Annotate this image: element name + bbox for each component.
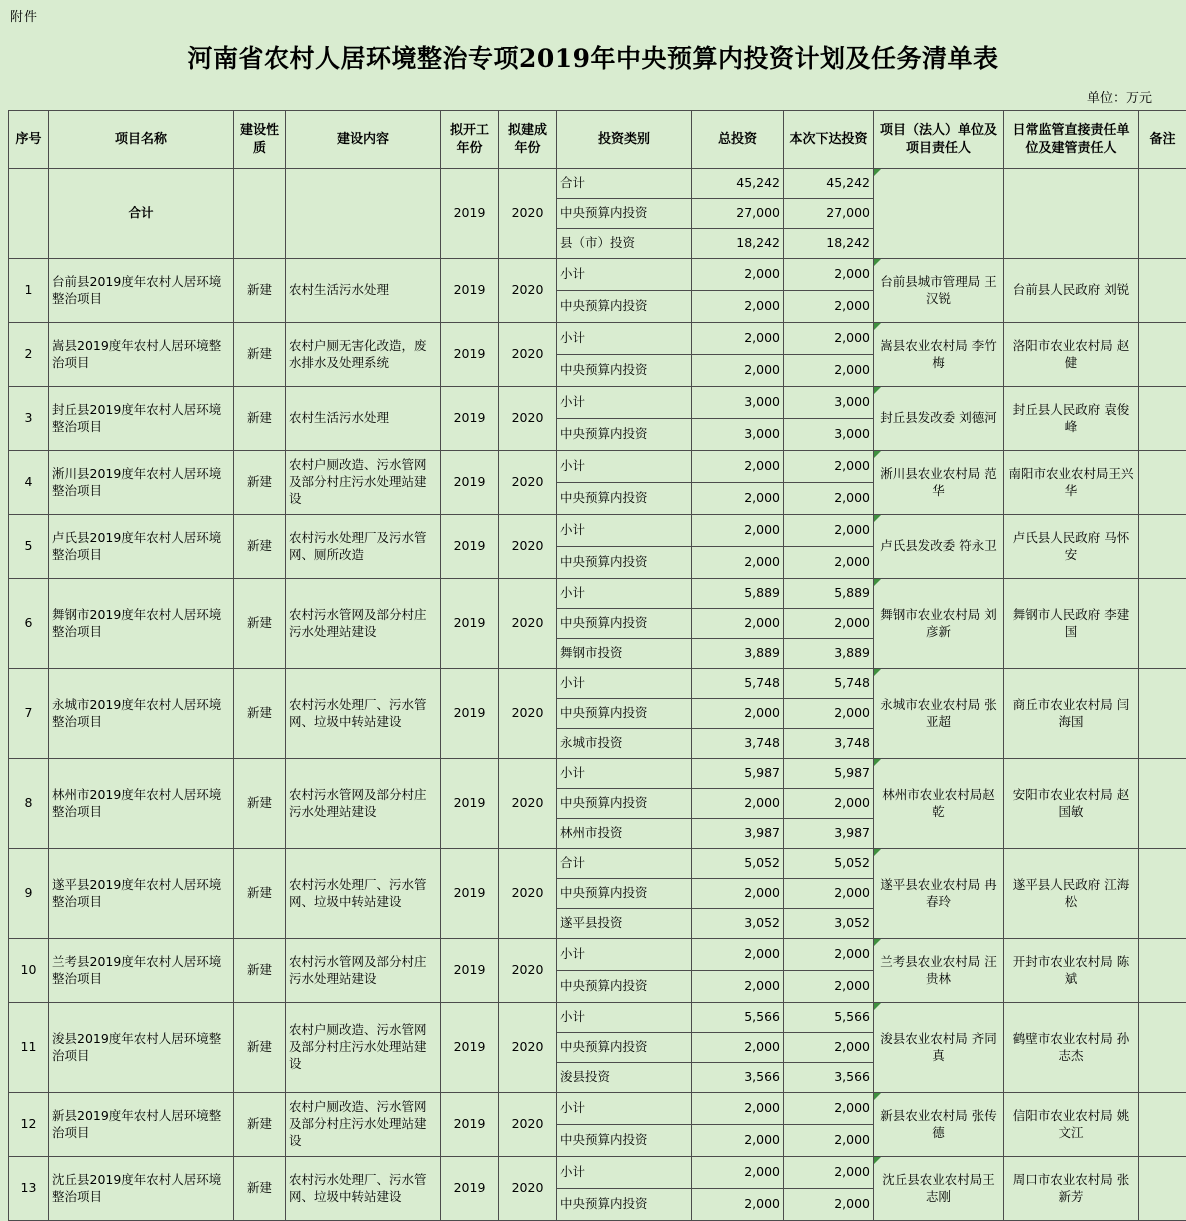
table-row xyxy=(9,259,1186,291)
cell-remark xyxy=(1139,1157,1186,1221)
table-row xyxy=(9,579,1186,609)
cell-remark xyxy=(1139,939,1186,1003)
cell-project-unit xyxy=(874,169,1004,259)
cell-no: 9 xyxy=(9,849,49,939)
cell-remark xyxy=(1139,451,1186,515)
cell-issued-investment: 3,566 xyxy=(784,1063,874,1093)
cell-total-investment: 2,000 xyxy=(692,1033,784,1063)
cell-investment-category: 小计 xyxy=(557,1157,692,1189)
table-row xyxy=(9,759,1186,789)
cell-total-investment: 27,000 xyxy=(692,199,784,229)
cell-content: 农村污水处理厂、污水管网、垃圾中转站建设 xyxy=(286,1157,441,1221)
cell-project-unit: 永城市农业农村局 张亚超 xyxy=(874,669,1004,759)
cell-total-investment: 2,000 xyxy=(692,789,784,819)
cell-investment-category: 中央预算内投资 xyxy=(557,1125,692,1157)
cell-supervision-unit: 封丘县人民政府 袁俊峰 xyxy=(1004,387,1139,451)
cell-investment-category: 小计 xyxy=(557,387,692,419)
cell-nature: 新建 xyxy=(234,323,286,387)
cell-supervision-unit: 洛阳市农业农村局 赵健 xyxy=(1004,323,1139,387)
cell-nature: 新建 xyxy=(234,1093,286,1157)
cell-remark xyxy=(1139,387,1186,451)
col-header-nature: 建设性质 xyxy=(234,111,286,169)
cell-issued-investment: 2,000 xyxy=(784,1189,874,1221)
cell-issued-investment: 3,000 xyxy=(784,419,874,451)
cell-total-investment: 3,052 xyxy=(692,909,784,939)
cell-no: 7 xyxy=(9,669,49,759)
cell-nature: 新建 xyxy=(234,451,286,515)
cell-remark xyxy=(1139,169,1186,259)
cell-supervision-unit: 信阳市农业农村局 姚文江 xyxy=(1004,1093,1139,1157)
cell-total-investment: 3,987 xyxy=(692,819,784,849)
cell-supervision-unit: 开封市农业农村局 陈斌 xyxy=(1004,939,1139,1003)
cell-investment-category: 舞钢市投资 xyxy=(557,639,692,669)
cell-supervision-unit: 舞钢市人民政府 李建国 xyxy=(1004,579,1139,669)
cell-total-investment: 2,000 xyxy=(692,609,784,639)
cell-project-unit: 浚县农业农村局 齐同真 xyxy=(874,1003,1004,1093)
cell-issued-investment: 2,000 xyxy=(784,451,874,483)
cell-project-unit: 沈丘县农业农村局王志刚 xyxy=(874,1157,1004,1221)
cell-supervision-unit: 鹤壁市农业农村局 孙志杰 xyxy=(1004,1003,1139,1093)
cell-project-name: 封丘县2019度年农村人居环境整治项目 xyxy=(49,387,234,451)
cell-nature: 新建 xyxy=(234,515,286,579)
cell-project-unit: 卢氏县发改委 符永卫 xyxy=(874,515,1004,579)
cell-nature xyxy=(234,169,286,259)
cell-content: 农村生活污水处理 xyxy=(286,259,441,323)
cell-issued-investment: 5,987 xyxy=(784,759,874,789)
cell-remark xyxy=(1139,323,1186,387)
unit-note: 单位：万元 xyxy=(8,87,1152,106)
col-header-total-investment: 总投资 xyxy=(692,111,784,169)
cell-remark xyxy=(1139,669,1186,759)
cell-start-year: 2019 xyxy=(441,451,499,515)
cell-no: 10 xyxy=(9,939,49,1003)
cell-content: 农村污水管网及部分村庄污水处理站建设 xyxy=(286,579,441,669)
cell-issued-investment: 5,052 xyxy=(784,849,874,879)
cell-start-year: 2019 xyxy=(441,323,499,387)
cell-supervision-unit: 卢氏县人民政府 马怀安 xyxy=(1004,515,1139,579)
cell-investment-category: 中央预算内投资 xyxy=(557,419,692,451)
cell-nature: 新建 xyxy=(234,1003,286,1093)
cell-investment-category: 中央预算内投资 xyxy=(557,699,692,729)
cell-investment-category: 小计 xyxy=(557,323,692,355)
cell-total-investment: 3,000 xyxy=(692,419,784,451)
cell-total-investment: 45,242 xyxy=(692,169,784,199)
cell-end-year: 2020 xyxy=(499,759,557,849)
cell-content: 农村户厕改造、污水管网及部分村庄污水处理站建设 xyxy=(286,1093,441,1157)
cell-total-investment: 2,000 xyxy=(692,1125,784,1157)
table-row xyxy=(9,939,1186,971)
cell-investment-category: 小计 xyxy=(557,759,692,789)
col-header-remark: 备注 xyxy=(1139,111,1186,169)
cell-issued-investment: 3,000 xyxy=(784,387,874,419)
cell-no: 8 xyxy=(9,759,49,849)
cell-nature: 新建 xyxy=(234,1157,286,1221)
cell-total-investment: 2,000 xyxy=(692,971,784,1003)
cell-remark xyxy=(1139,1003,1186,1093)
cell-total-investment: 5,748 xyxy=(692,669,784,699)
cell-investment-category: 中央预算内投资 xyxy=(557,291,692,323)
cell-nature: 新建 xyxy=(234,669,286,759)
cell-issued-investment: 3,889 xyxy=(784,639,874,669)
cell-start-year: 2019 xyxy=(441,669,499,759)
col-header-content: 建设内容 xyxy=(286,111,441,169)
cell-end-year: 2020 xyxy=(499,515,557,579)
cell-start-year: 2019 xyxy=(441,387,499,451)
cell-investment-category: 小计 xyxy=(557,515,692,547)
cell-investment-category: 小计 xyxy=(557,669,692,699)
cell-investment-category: 小计 xyxy=(557,1093,692,1125)
cell-investment-category: 中央预算内投资 xyxy=(557,199,692,229)
cell-start-year: 2019 xyxy=(441,1157,499,1221)
cell-content xyxy=(286,169,441,259)
cell-project-unit: 嵩县农业农村局 李竹梅 xyxy=(874,323,1004,387)
table-row xyxy=(9,669,1186,699)
table-row xyxy=(9,387,1186,419)
cell-end-year: 2020 xyxy=(499,169,557,259)
cell-issued-investment: 5,748 xyxy=(784,669,874,699)
cell-start-year: 2019 xyxy=(441,169,499,259)
col-header-supervision-unit: 日常监管直接责任单位及建管责任人 xyxy=(1004,111,1139,169)
col-header-no: 序号 xyxy=(9,111,49,169)
cell-remark xyxy=(1139,259,1186,323)
cell-total-investment: 3,566 xyxy=(692,1063,784,1093)
cell-investment-category: 中央预算内投资 xyxy=(557,879,692,909)
cell-total-investment: 5,889 xyxy=(692,579,784,609)
cell-total-investment: 2,000 xyxy=(692,1189,784,1221)
cell-end-year: 2020 xyxy=(499,451,557,515)
cell-investment-category: 合计 xyxy=(557,169,692,199)
page-title: 河南省农村人居环境整治专项2019年中央预算内投资计划及任务清单表 xyxy=(8,39,1178,75)
table-row xyxy=(9,1003,1186,1033)
cell-content: 农村污水管网及部分村庄污水处理站建设 xyxy=(286,759,441,849)
cell-total-investment: 2,000 xyxy=(692,259,784,291)
col-header-end-year: 拟建成年份 xyxy=(499,111,557,169)
cell-total-investment: 2,000 xyxy=(692,1093,784,1125)
cell-remark xyxy=(1139,515,1186,579)
cell-end-year: 2020 xyxy=(499,939,557,1003)
cell-project-unit: 台前县城市管理局 王汉锐 xyxy=(874,259,1004,323)
cell-supervision-unit: 商丘市农业农村局 闫海国 xyxy=(1004,669,1139,759)
cell-project-name: 浚县2019度年农村人居环境整治项目 xyxy=(49,1003,234,1093)
table-row xyxy=(9,1093,1186,1125)
cell-total-investment: 3,889 xyxy=(692,639,784,669)
cell-no: 2 xyxy=(9,323,49,387)
cell-content: 农村污水处理厂、污水管网、垃圾中转站建设 xyxy=(286,849,441,939)
cell-no: 12 xyxy=(9,1093,49,1157)
cell-investment-category: 浚县投资 xyxy=(557,1063,692,1093)
cell-nature: 新建 xyxy=(234,259,286,323)
cell-no: 1 xyxy=(9,259,49,323)
cell-project-name: 合计 xyxy=(49,169,234,259)
cell-issued-investment: 2,000 xyxy=(784,879,874,909)
cell-end-year: 2020 xyxy=(499,1093,557,1157)
cell-investment-category: 合计 xyxy=(557,849,692,879)
col-header-start-year: 拟开工年份 xyxy=(441,111,499,169)
cell-no: 11 xyxy=(9,1003,49,1093)
cell-project-name: 舞钢市2019度年农村人居环境整治项目 xyxy=(49,579,234,669)
cell-total-investment: 2,000 xyxy=(692,483,784,515)
cell-issued-investment: 2,000 xyxy=(784,483,874,515)
cell-project-unit: 封丘县发改委 刘德河 xyxy=(874,387,1004,451)
cell-no: 3 xyxy=(9,387,49,451)
cell-remark xyxy=(1139,849,1186,939)
table-body xyxy=(9,169,1186,1221)
cell-investment-category: 县（市）投资 xyxy=(557,229,692,259)
cell-end-year: 2020 xyxy=(499,387,557,451)
cell-total-investment: 3,000 xyxy=(692,387,784,419)
cell-no xyxy=(9,169,49,259)
cell-issued-investment: 3,052 xyxy=(784,909,874,939)
cell-investment-category: 中央预算内投资 xyxy=(557,1033,692,1063)
cell-start-year: 2019 xyxy=(441,1003,499,1093)
cell-total-investment: 2,000 xyxy=(692,323,784,355)
cell-end-year: 2020 xyxy=(499,669,557,759)
cell-remark xyxy=(1139,1093,1186,1157)
cell-start-year: 2019 xyxy=(441,759,499,849)
cell-nature: 新建 xyxy=(234,939,286,1003)
cell-total-investment: 2,000 xyxy=(692,355,784,387)
cell-content: 农村户厕改造、污水管网及部分村庄污水处理站建设 xyxy=(286,1003,441,1093)
cell-investment-category: 中央预算内投资 xyxy=(557,789,692,819)
cell-investment-category: 中央预算内投资 xyxy=(557,483,692,515)
cell-project-name: 林州市2019度年农村人居环境整治项目 xyxy=(49,759,234,849)
cell-issued-investment: 2,000 xyxy=(784,699,874,729)
cell-issued-investment: 2,000 xyxy=(784,291,874,323)
cell-issued-investment: 3,748 xyxy=(784,729,874,759)
cell-total-investment: 2,000 xyxy=(692,939,784,971)
cell-project-unit: 遂平县农业农村局 冉春玲 xyxy=(874,849,1004,939)
cell-project-name: 永城市2019度年农村人居环境整治项目 xyxy=(49,669,234,759)
cell-total-investment: 5,987 xyxy=(692,759,784,789)
cell-end-year: 2020 xyxy=(499,579,557,669)
table-row xyxy=(9,451,1186,483)
cell-project-unit: 舞钢市农业农村局 刘彦新 xyxy=(874,579,1004,669)
cell-nature: 新建 xyxy=(234,579,286,669)
col-header-investment-category: 投资类别 xyxy=(557,111,692,169)
investment-plan-table xyxy=(8,110,1186,1221)
cell-issued-investment: 2,000 xyxy=(784,1125,874,1157)
cell-investment-category: 中央预算内投资 xyxy=(557,355,692,387)
cell-start-year: 2019 xyxy=(441,849,499,939)
cell-no: 4 xyxy=(9,451,49,515)
cell-content: 农村生活污水处理 xyxy=(286,387,441,451)
cell-investment-category: 中央预算内投资 xyxy=(557,609,692,639)
table-row xyxy=(9,169,1186,199)
cell-supervision-unit: 南阳市农业农村局王兴华 xyxy=(1004,451,1139,515)
cell-total-investment: 18,242 xyxy=(692,229,784,259)
table-row xyxy=(9,1157,1186,1189)
cell-start-year: 2019 xyxy=(441,259,499,323)
cell-issued-investment: 5,566 xyxy=(784,1003,874,1033)
cell-project-unit: 淅川县农业农村局 范华 xyxy=(874,451,1004,515)
cell-content: 农村污水处理厂、污水管网、垃圾中转站建设 xyxy=(286,669,441,759)
cell-total-investment: 2,000 xyxy=(692,451,784,483)
cell-start-year: 2019 xyxy=(441,579,499,669)
cell-investment-category: 小计 xyxy=(557,451,692,483)
cell-issued-investment: 2,000 xyxy=(784,789,874,819)
cell-issued-investment: 45,242 xyxy=(784,169,874,199)
cell-total-investment: 5,566 xyxy=(692,1003,784,1033)
cell-total-investment: 2,000 xyxy=(692,515,784,547)
cell-start-year: 2019 xyxy=(441,939,499,1003)
cell-supervision-unit xyxy=(1004,169,1139,259)
cell-no: 13 xyxy=(9,1157,49,1221)
cell-project-name: 遂平县2019度年农村人居环境整治项目 xyxy=(49,849,234,939)
cell-investment-category: 永城市投资 xyxy=(557,729,692,759)
cell-project-unit: 兰考县农业农村局 汪贵林 xyxy=(874,939,1004,1003)
cell-project-name: 兰考县2019度年农村人居环境整治项目 xyxy=(49,939,234,1003)
cell-end-year: 2020 xyxy=(499,1003,557,1093)
cell-project-name: 淅川县2019度年农村人居环境整治项目 xyxy=(49,451,234,515)
cell-issued-investment: 2,000 xyxy=(784,609,874,639)
table-row xyxy=(9,323,1186,355)
cell-issued-investment: 2,000 xyxy=(784,1033,874,1063)
cell-project-name: 新县2019度年农村人居环境整治项目 xyxy=(49,1093,234,1157)
cell-investment-category: 小计 xyxy=(557,939,692,971)
cell-issued-investment: 2,000 xyxy=(784,259,874,291)
cell-investment-category: 遂平县投资 xyxy=(557,909,692,939)
col-header-issued-investment: 本次下达投资 xyxy=(784,111,874,169)
cell-total-investment: 3,748 xyxy=(692,729,784,759)
cell-nature: 新建 xyxy=(234,387,286,451)
cell-project-name: 嵩县2019度年农村人居环境整治项目 xyxy=(49,323,234,387)
cell-end-year: 2020 xyxy=(499,259,557,323)
cell-investment-category: 中央预算内投资 xyxy=(557,547,692,579)
cell-nature: 新建 xyxy=(234,759,286,849)
cell-supervision-unit: 安阳市农业农村局 赵国敏 xyxy=(1004,759,1139,849)
cell-investment-category: 林州市投资 xyxy=(557,819,692,849)
cell-issued-investment: 2,000 xyxy=(784,939,874,971)
cell-issued-investment: 2,000 xyxy=(784,355,874,387)
cell-end-year: 2020 xyxy=(499,323,557,387)
cell-total-investment: 5,052 xyxy=(692,849,784,879)
cell-remark xyxy=(1139,579,1186,669)
cell-supervision-unit: 台前县人民政府 刘锐 xyxy=(1004,259,1139,323)
cell-project-name: 卢氏县2019度年农村人居环境整治项目 xyxy=(49,515,234,579)
cell-issued-investment: 27,000 xyxy=(784,199,874,229)
cell-investment-category: 小计 xyxy=(557,1003,692,1033)
cell-total-investment: 2,000 xyxy=(692,879,784,909)
table-header-row xyxy=(9,111,1186,169)
cell-total-investment: 2,000 xyxy=(692,1157,784,1189)
cell-issued-investment: 2,000 xyxy=(784,547,874,579)
table-row xyxy=(9,849,1186,879)
cell-project-name: 沈丘县2019度年农村人居环境整治项目 xyxy=(49,1157,234,1221)
cell-project-unit: 林州市农业农村局赵乾 xyxy=(874,759,1004,849)
cell-total-investment: 2,000 xyxy=(692,547,784,579)
cell-issued-investment: 2,000 xyxy=(784,323,874,355)
cell-end-year: 2020 xyxy=(499,1157,557,1221)
cell-content: 农村户厕无害化改造，废水排水及处理系统 xyxy=(286,323,441,387)
cell-content: 农村污水处理厂及污水管网、厕所改造 xyxy=(286,515,441,579)
cell-investment-category: 中央预算内投资 xyxy=(557,971,692,1003)
cell-issued-investment: 3,987 xyxy=(784,819,874,849)
cell-issued-investment: 18,242 xyxy=(784,229,874,259)
table-row xyxy=(9,515,1186,547)
col-header-project-unit: 项目（法人）单位及项目责任人 xyxy=(874,111,1004,169)
cell-supervision-unit: 周口市农业农村局 张新芳 xyxy=(1004,1157,1139,1221)
cell-end-year: 2020 xyxy=(499,849,557,939)
cell-nature: 新建 xyxy=(234,849,286,939)
cell-total-investment: 2,000 xyxy=(692,699,784,729)
cell-no: 5 xyxy=(9,515,49,579)
cell-investment-category: 小计 xyxy=(557,259,692,291)
cell-start-year: 2019 xyxy=(441,515,499,579)
cell-content: 农村户厕改造、污水管网及部分村庄污水处理站建设 xyxy=(286,451,441,515)
cell-issued-investment: 2,000 xyxy=(784,515,874,547)
attachment-label: 附件 xyxy=(10,6,1178,25)
cell-issued-investment: 2,000 xyxy=(784,971,874,1003)
cell-supervision-unit: 遂平县人民政府 江海松 xyxy=(1004,849,1139,939)
cell-issued-investment: 2,000 xyxy=(784,1157,874,1189)
cell-total-investment: 2,000 xyxy=(692,291,784,323)
cell-start-year: 2019 xyxy=(441,1093,499,1157)
cell-project-name: 台前县2019度年农村人居环境整治项目 xyxy=(49,259,234,323)
cell-project-unit: 新县农业农村局 张传德 xyxy=(874,1093,1004,1157)
cell-content: 农村污水管网及部分村庄污水处理站建设 xyxy=(286,939,441,1003)
cell-no: 6 xyxy=(9,579,49,669)
cell-issued-investment: 2,000 xyxy=(784,1093,874,1125)
cell-investment-category: 中央预算内投资 xyxy=(557,1189,692,1221)
cell-investment-category: 小计 xyxy=(557,579,692,609)
cell-remark xyxy=(1139,759,1186,849)
cell-issued-investment: 5,889 xyxy=(784,579,874,609)
col-header-project-name: 项目名称 xyxy=(49,111,234,169)
